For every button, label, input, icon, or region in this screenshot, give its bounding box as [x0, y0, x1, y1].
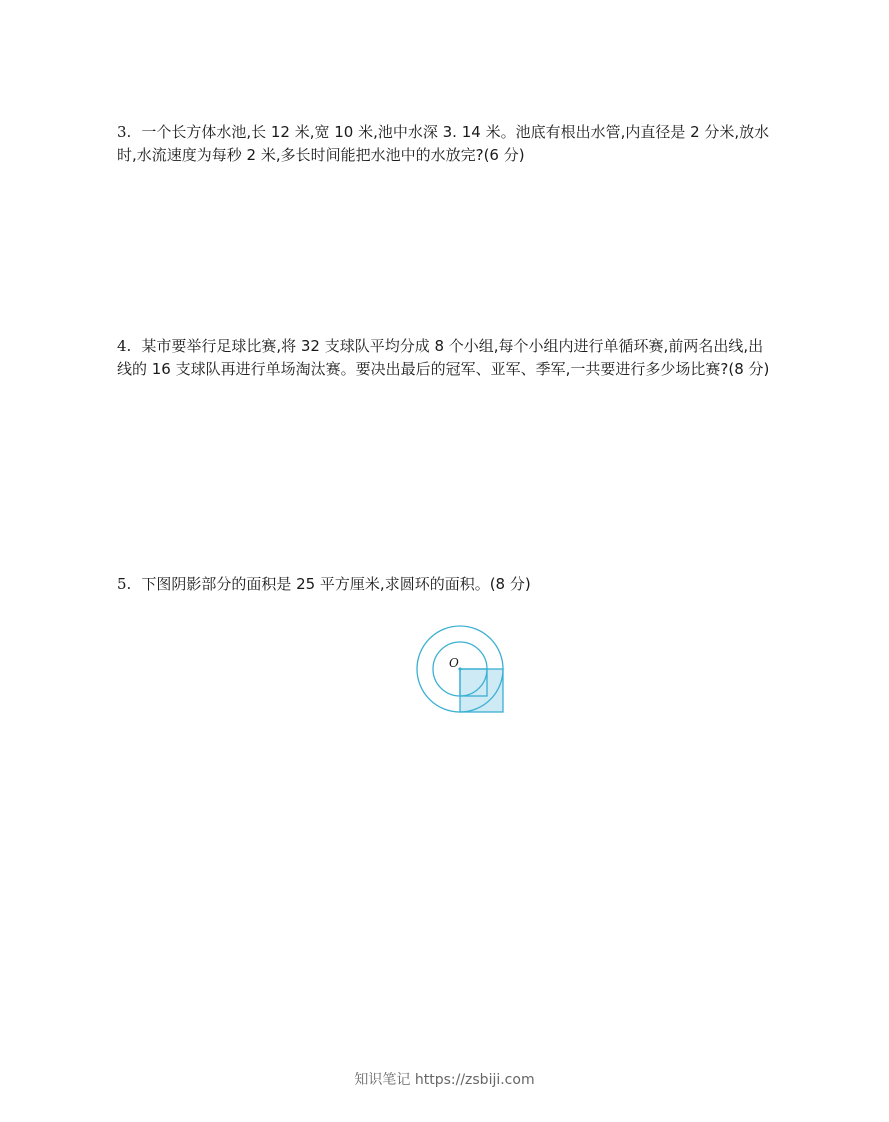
question-3 — [117, 121, 773, 167]
footer-watermark: 知识笔记 https://zsbiji.com — [354, 1072, 535, 1088]
question-3-text: 一个长方体水池,长 12 米,宽 10 米,池中水深 3. 14 米。池底有根出水管,内直径是 2 分米,放水时,水流速度为每秒 2 米,多长时间能把水池中的水放完?(6 分) — [117, 123, 770, 164]
question-5-number: 5. — [117, 575, 132, 593]
center-point — [458, 667, 461, 670]
question-4 — [117, 335, 773, 381]
question-5-text: 下图阴影部分的面积是 25 平方厘米,求圆环的面积。(8 分) — [141, 575, 531, 593]
annulus-figure — [414, 622, 508, 716]
question-4-number: 4. — [117, 337, 132, 355]
question-5 — [117, 573, 773, 596]
center-label: O — [449, 656, 459, 670]
question-4-text: 某市要举行足球比赛,将 32 支球队平均分成 8 个小组,每个小组内进行单循环赛,前两名出线,出线的 16 支球队再进行单场淘汰赛。要决出最后的冠军、亚军、季军,一共要进行多少场比赛?(8 分) — [117, 337, 770, 378]
question-3-number: 3. — [117, 123, 132, 141]
annulus-diagram — [414, 622, 508, 716]
